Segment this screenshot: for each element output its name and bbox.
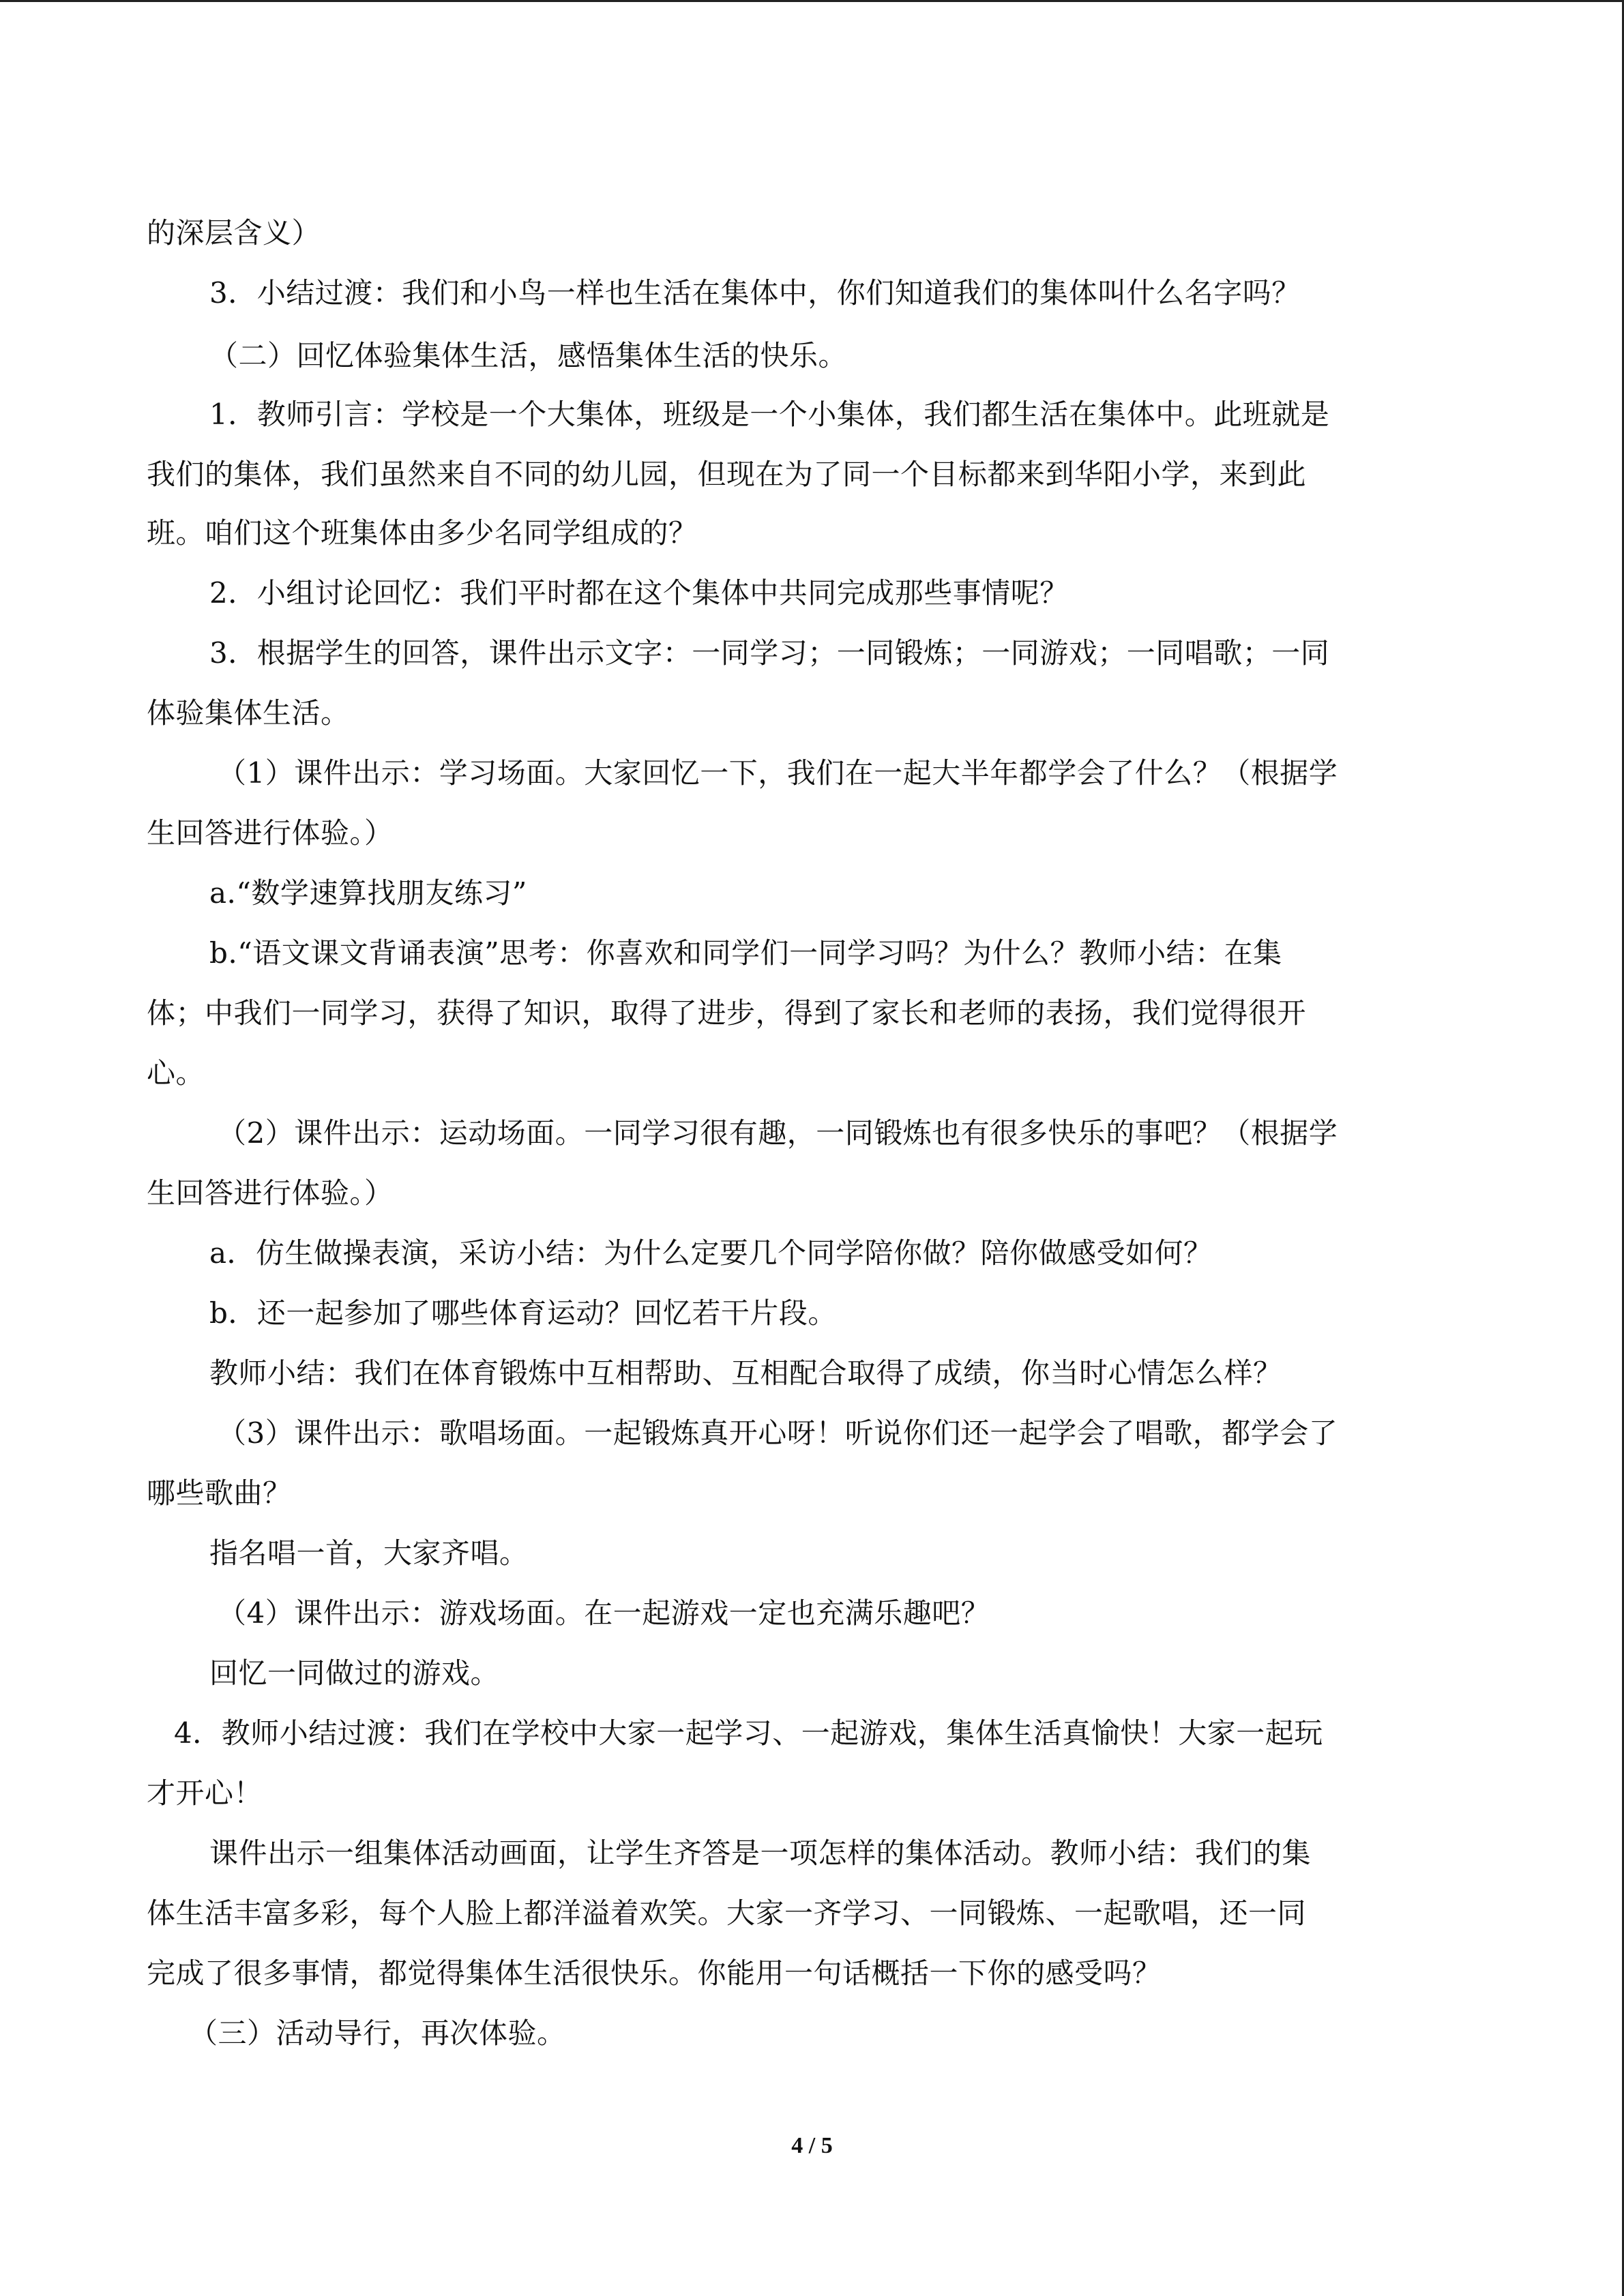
text-line: 才开心！: [147, 1776, 263, 1810]
page-border-top: [0, 0, 1624, 2]
page-number: 4 / 5: [791, 2133, 833, 2158]
text-line: a.“数学速算找朋友练习”: [209, 876, 527, 910]
text-line: 3．小结过渡：我们和小鸟一样也生活在集体中，你们知道我们的集体叫什么名字吗？: [209, 276, 1301, 310]
text-line: 教师小结：我们在体育锻炼中互相帮助、互相配合取得了成绩，你当时心情怎么样？: [209, 1356, 1282, 1390]
text-line: 我们的集体，我们虽然来自不同的幼儿园，但现在为了同一个目标都来到华阳小学，来到此: [147, 458, 1307, 491]
text-line: 指名唱一首，大家齐唱。: [209, 1536, 529, 1570]
text-line: （4）课件出示：游戏场面。在一起游戏一定也充满乐趣吧？: [218, 1596, 990, 1630]
text-line: b．还一起参加了哪些体育运动？回忆若干片段。: [209, 1296, 837, 1330]
text-line: 3．根据学生的回答，课件出示文字：一同学习；一同锻炼；一同游戏；一同唱歌；一同: [209, 636, 1330, 670]
section-heading: （二）回忆体验集体生活，感悟集体生活的快乐。: [209, 339, 848, 372]
text-line: 心。: [147, 1056, 205, 1090]
text-line: （1）课件出示：学习场面。大家回忆一下，我们在一起大半年都学会了什么？（根据学: [218, 756, 1338, 790]
text-line: （3）课件出示：歌唱场面。一起锻炼真开心呀！听说你们还一起学会了唱歌，都学会了: [218, 1416, 1338, 1450]
text-line: 4．教师小结过渡：我们在学校中大家一起学习、一起游戏，集体生活真愉快！大家一起玩: [174, 1716, 1323, 1750]
text-line: 体生活丰富多彩，每个人脸上都洋溢着欢笑。大家一齐学习、一同锻炼、一起歌唱，还一同: [147, 1896, 1307, 1930]
section-heading: （三）活动导行，再次体验。: [189, 2016, 566, 2050]
text-line: 回忆一同做过的游戏。: [209, 1656, 500, 1690]
text-line: 的深层含义）: [147, 216, 321, 250]
text-line: 体验集体生活。: [147, 696, 350, 730]
text-line: 体；中我们一同学习，获得了知识，取得了进步，得到了家长和老师的表扬，我们觉得很开: [147, 996, 1307, 1030]
text-line: b.“语文课文背诵表演”思考：你喜欢和同学们一同学习吗？为什么？教师小结：在集: [209, 936, 1282, 970]
text-line: 生回答进行体验。）: [147, 1176, 394, 1210]
text-line: 哪些歌曲？: [147, 1476, 292, 1510]
text-line: 1．教师引言：学校是一个大集体，班级是一个小集体，我们都生活在集体中。此班就是: [209, 398, 1330, 431]
text-line: 完成了很多事情，都觉得集体生活很快乐。你能用一句话概括一下你的感受吗？: [147, 1956, 1162, 1990]
text-line: a．仿生做操表演，采访小结：为什么定要几个同学陪你做？陪你做感受如何？: [209, 1236, 1213, 1270]
text-line: 班。咱们这个班集体由多少名同学组成的？: [147, 516, 698, 550]
text-line: （2）课件出示：运动场面。一同学习很有趣，一同锻炼也有很多快乐的事吧？（根据学: [218, 1116, 1338, 1150]
text-line: 生回答进行体验。）: [147, 816, 394, 850]
text-line: 课件出示一组集体活动画面，让学生齐答是一项怎样的集体活动。教师小结：我们的集: [209, 1836, 1312, 1870]
text-line: 2．小组讨论回忆：我们平时都在这个集体中共同完成那些事情呢？: [209, 576, 1069, 610]
